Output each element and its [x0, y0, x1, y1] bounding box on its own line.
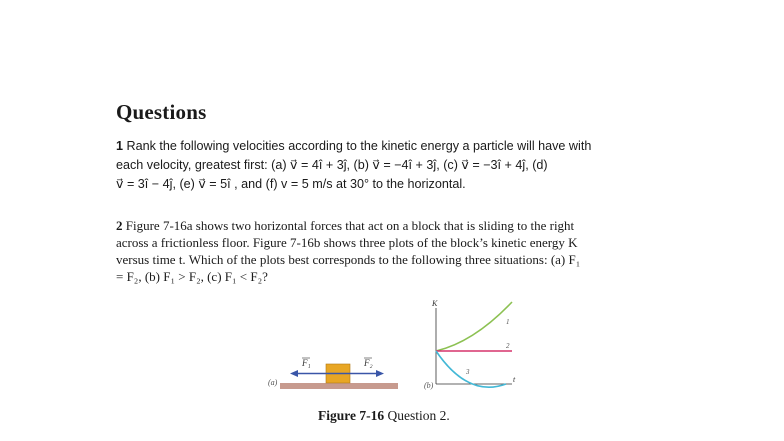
curve-3-label: 3 — [466, 368, 470, 376]
curve-1-label: 1 — [506, 318, 510, 326]
question-2-line-3: versus time t. Which of the plots best corresponds to the following three situations: (a) F₁ — [116, 252, 581, 267]
y-axis-label: K — [432, 299, 438, 308]
caption-figure-number: Figure 7-16 — [318, 408, 385, 423]
question-1-line-3: v⃗ = 3î − 4ĵ, (e) v⃗ = 5î , and (f) v = 5 m/s at 30° to the horizontal. — [116, 177, 466, 191]
figure-caption — [318, 408, 450, 424]
curve-1 — [436, 302, 512, 351]
question-1-line-1: 1 Rank the following velocities according to the kinetic energy a particle will have with — [116, 139, 592, 153]
question-2-line-1: 2 Figure 7-16a shows two horizontal forces that act on a block that is sliding to the right — [116, 218, 575, 233]
force1-arrowhead — [290, 370, 298, 377]
question-1-line-2: each velocity, greatest first: (a) v⃗ = 4î + 3ĵ, (b) v⃗ = −4î + 3ĵ, (c) v⃗ = −3î + 4ĵ, (d) — [116, 158, 548, 172]
question-2 — [116, 217, 676, 285]
force2-label: F₂ — [364, 358, 373, 368]
x-axis-label: t — [513, 375, 516, 384]
curve-2-label: 2 — [506, 342, 510, 350]
panel-a-label: (a) — [268, 378, 278, 387]
question-2-number: 2 — [116, 218, 123, 233]
floor — [280, 383, 398, 389]
panel-b-label: (b) — [424, 381, 434, 390]
question-2-line-4: = F₂, (b) F₁ > F₂, (c) F₁ < F₂? — [116, 269, 268, 284]
curve-3 — [436, 351, 506, 387]
figure-7-16 — [260, 298, 530, 413]
section-title: Questions — [116, 100, 207, 124]
caption-text: Question 2. — [384, 408, 450, 423]
question-2-line-2: across a frictionless floor. Figure 7-16b shows three plots of the block’s kinetic energy K — [116, 235, 578, 250]
question-1-number: 1 — [116, 139, 124, 153]
force1-label: F₁ — [302, 358, 311, 368]
question-1 — [116, 137, 676, 194]
force2-arrowhead — [376, 370, 384, 377]
